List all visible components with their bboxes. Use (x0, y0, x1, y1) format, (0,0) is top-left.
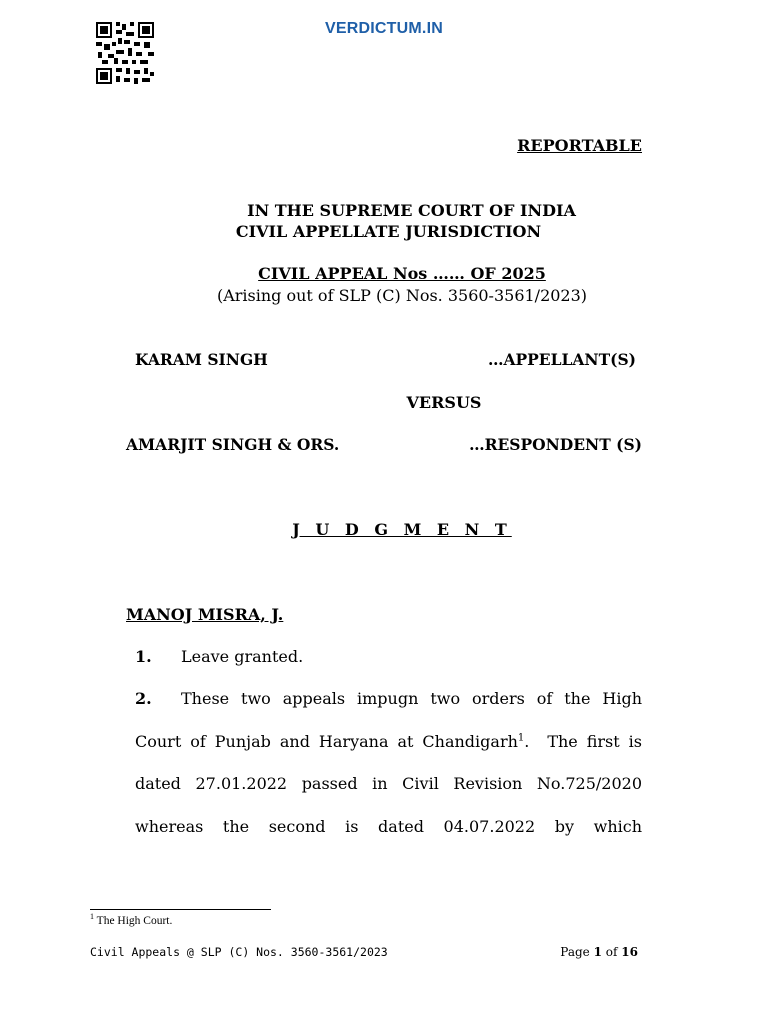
footer-case-reference: Civil Appeals @ SLP (C) Nos. 3560-3561/2023 (90, 945, 388, 959)
page-number (560, 945, 638, 959)
page-label: Page (560, 945, 590, 959)
versus-label: VERSUS (406, 393, 482, 412)
footnote (90, 912, 173, 927)
case-arising: (Arising out of SLP (C) Nos. 3560-3561/2023) (216, 286, 588, 305)
paragraph-line: dated 27.01.2022 passed in Civil Revision No.725/2020 (135, 774, 642, 793)
paragraph-line: whereas the second is dated 04.07.2022 by which (135, 817, 642, 836)
paragraph-line-text: Court of Punjab and Haryana at Chandigarh (135, 732, 518, 751)
page-of: of (605, 945, 618, 959)
judgment-heading: J U D G M E N T (292, 520, 512, 539)
paragraph-number: 1. (135, 647, 152, 666)
page-total: 16 (621, 945, 638, 959)
court-name: IN THE SUPREME COURT OF INDIA (247, 201, 576, 220)
respondent-role: …RESPONDENT (S) (469, 435, 642, 454)
paragraph-number: 2. (135, 689, 152, 708)
footnote-text: The High Court. (96, 915, 173, 927)
court-jurisdiction: CIVIL APPELLATE JURISDICTION (235, 222, 542, 241)
appellant-role: …APPELLANT(S) (487, 350, 636, 369)
footnote-reference[interactable]: 1 (517, 732, 525, 744)
respondent-name: AMARJIT SINGH & ORS. (126, 435, 340, 454)
footnote-number: 1 (90, 912, 94, 922)
paragraph-line: These two appeals impugn two orders of the High (181, 689, 642, 708)
paragraph-line-text: The first is (547, 732, 642, 751)
site-watermark: VERDICTUM.IN (325, 20, 443, 37)
appellant-name: KARAM SINGH (135, 350, 268, 369)
page-current: 1 (593, 945, 602, 959)
reportable-label: REPORTABLE (517, 136, 642, 155)
judge-name: MANOJ MISRA, J. (126, 605, 284, 624)
footnote-divider (90, 909, 271, 910)
paragraph-text: Leave granted. (181, 647, 304, 666)
case-title: CIVIL APPEAL Nos …… OF 2025 (258, 264, 546, 283)
paragraph-line: Court of Punjab and Haryana at Chandigarh$^1$. The first is (135, 732, 642, 751)
